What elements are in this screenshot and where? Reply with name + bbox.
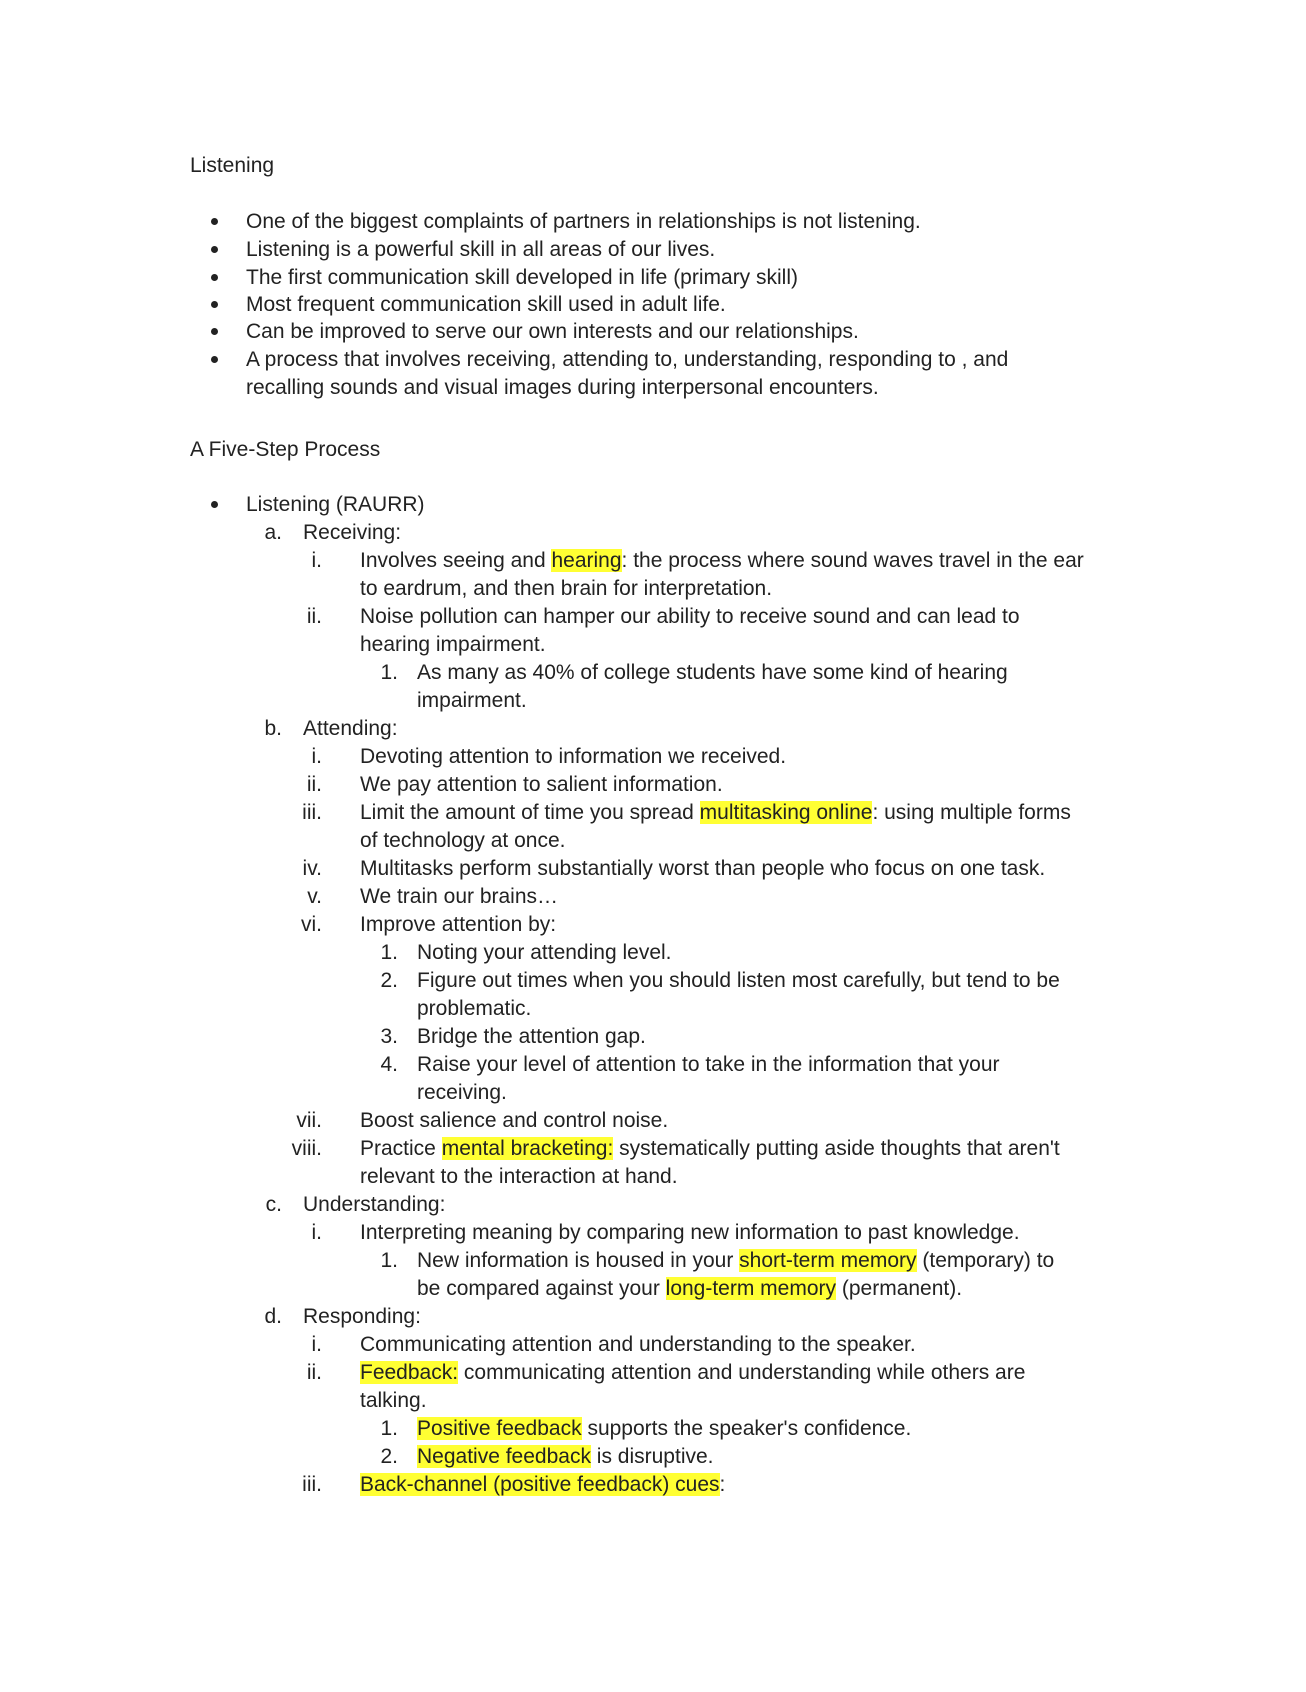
attending-viii bbox=[360, 1135, 1060, 1163]
text-run: supports the speaker's confidence. bbox=[581, 1417, 912, 1440]
text-run: : using multiple forms bbox=[872, 801, 1071, 824]
intro-bullet-1: One of the biggest complaints of partners in relationships is not listening. bbox=[246, 210, 921, 233]
item-marker: ii. bbox=[306, 1361, 322, 1384]
item-marker: iv. bbox=[302, 857, 322, 880]
responding-ii-cont: talking. bbox=[360, 1389, 427, 1412]
highlight-term: multitasking online bbox=[699, 801, 873, 824]
highlight-term: short-term memory bbox=[739, 1249, 917, 1272]
section-title: A Five-Step Process bbox=[190, 438, 381, 461]
item-marker: vi. bbox=[301, 913, 322, 936]
text-run: be compared against your bbox=[417, 1277, 666, 1300]
receiving-ii-1-cont: impairment. bbox=[417, 689, 527, 712]
attending-vi-2-cont: problematic. bbox=[417, 997, 532, 1020]
intro-bullet-3: The first communication skill developed in life (primary skill) bbox=[246, 266, 799, 289]
item-marker: i. bbox=[311, 549, 322, 572]
highlight-term: Back-channel (positive feedback) cues bbox=[360, 1473, 720, 1496]
receiving-ii-1: As many as 40% of college students have some kind of hearing bbox=[417, 661, 1008, 684]
step-responding: Responding: bbox=[303, 1305, 421, 1328]
item-marker: ii. bbox=[306, 773, 322, 796]
page-title: Listening bbox=[190, 154, 275, 177]
attending-iv: Multitasks perform substantially worst than people who focus on one task. bbox=[360, 857, 1046, 880]
step-marker: d. bbox=[264, 1305, 282, 1328]
item-marker: 1. bbox=[380, 1249, 398, 1272]
responding-iii bbox=[360, 1471, 725, 1499]
understanding-i-1-cont bbox=[417, 1275, 962, 1303]
highlight-term: mental bracketing: bbox=[441, 1137, 614, 1160]
responding-ii-1 bbox=[417, 1415, 911, 1443]
item-marker: 1. bbox=[380, 941, 398, 964]
receiving-i bbox=[360, 547, 1084, 575]
highlight-term: Negative feedback bbox=[417, 1445, 591, 1468]
step-understanding: Understanding: bbox=[303, 1193, 446, 1216]
text-run: Limit the amount of time you spread bbox=[360, 801, 700, 824]
attending-iii bbox=[360, 799, 1071, 827]
item-marker: vii. bbox=[296, 1109, 322, 1132]
attending-ii: We pay attention to salient information. bbox=[360, 773, 723, 796]
highlight-term: long-term memory bbox=[665, 1277, 837, 1300]
item-marker: 2. bbox=[380, 1445, 398, 1468]
intro-bullet-5: Can be improved to serve our own interests and our relationships. bbox=[246, 320, 859, 343]
responding-i: Communicating attention and understanding to the speaker. bbox=[360, 1333, 916, 1356]
bullet-dot bbox=[211, 246, 218, 253]
attending-i: Devoting attention to information we received. bbox=[360, 745, 787, 768]
understanding-i-1 bbox=[417, 1247, 1054, 1275]
item-marker: 1. bbox=[380, 661, 398, 684]
bullet-dot bbox=[211, 301, 218, 308]
step-attending: Attending: bbox=[303, 717, 398, 740]
responding-ii-2 bbox=[417, 1443, 714, 1471]
item-marker: 1. bbox=[380, 1417, 398, 1440]
text-run: is disruptive. bbox=[590, 1445, 714, 1468]
step-marker: c. bbox=[265, 1193, 282, 1216]
highlight-term: Positive feedback bbox=[417, 1417, 582, 1440]
receiving-ii-cont: hearing impairment. bbox=[360, 633, 546, 656]
item-marker: 4. bbox=[380, 1053, 398, 1076]
understanding-i: Interpreting meaning by comparing new information to past knowledge. bbox=[360, 1221, 1020, 1244]
step-marker: b. bbox=[264, 717, 282, 740]
bullet-dot bbox=[211, 274, 218, 281]
item-marker: ii. bbox=[306, 605, 322, 628]
text-run: Involves seeing and bbox=[360, 549, 552, 572]
bullet-dot bbox=[211, 328, 218, 335]
attending-vi-2: Figure out times when you should listen most carefully, but tend to be bbox=[417, 969, 1060, 992]
intro-bullet-6-cont: recalling sounds and visual images during interpersonal encounters. bbox=[246, 376, 879, 399]
attending-vi-1: Noting your attending level. bbox=[417, 941, 672, 964]
intro-bullet-4: Most frequent communication skill used in adult life. bbox=[246, 293, 726, 316]
item-marker: iii. bbox=[302, 801, 322, 824]
item-marker: iii. bbox=[302, 1473, 322, 1496]
attending-vi-3: Bridge the attention gap. bbox=[417, 1025, 646, 1048]
text-run: (temporary) to bbox=[916, 1249, 1055, 1272]
text-run: communicating attention and understanding while others are bbox=[458, 1361, 1026, 1384]
bullet-dot bbox=[211, 501, 218, 508]
item-marker: i. bbox=[311, 1333, 322, 1356]
text-run: : bbox=[719, 1473, 726, 1496]
attending-vi-4: Raise your level of attention to take in the information that your bbox=[417, 1053, 1000, 1076]
text-run: New information is housed in your bbox=[417, 1249, 740, 1272]
text-run: (permanent). bbox=[836, 1277, 963, 1300]
responding-ii bbox=[360, 1359, 1025, 1387]
item-marker: viii. bbox=[291, 1137, 322, 1160]
section-bullet: Listening (RAURR) bbox=[246, 493, 425, 516]
item-marker: i. bbox=[311, 1221, 322, 1244]
intro-bullet-2: Listening is a powerful skill in all areas of our lives. bbox=[246, 238, 716, 261]
text-run: systematically putting aside thoughts that aren't bbox=[613, 1137, 1060, 1160]
bullet-dot bbox=[211, 356, 218, 363]
item-marker: 2. bbox=[380, 969, 398, 992]
bullet-dot bbox=[211, 218, 218, 225]
attending-vii: Boost salience and control noise. bbox=[360, 1109, 669, 1132]
receiving-ii: Noise pollution can hamper our ability to receive sound and can lead to bbox=[360, 605, 1020, 628]
text-run: : the process where sound waves travel in the ear bbox=[621, 549, 1084, 572]
highlight-term: Feedback: bbox=[360, 1361, 459, 1384]
receiving-i-cont: to eardrum, and then brain for interpretation. bbox=[360, 577, 773, 600]
attending-vi-4-cont: receiving. bbox=[417, 1081, 507, 1104]
attending-iii-cont: of technology at once. bbox=[360, 829, 566, 852]
step-receiving: Receiving: bbox=[303, 521, 402, 544]
item-marker: v. bbox=[307, 885, 322, 908]
attending-viii-cont: relevant to the interaction at hand. bbox=[360, 1165, 678, 1188]
step-marker: a. bbox=[264, 521, 282, 544]
text-run: Practice bbox=[360, 1137, 442, 1160]
item-marker: 3. bbox=[380, 1025, 398, 1048]
intro-bullet-6: A process that involves receiving, attending to, understanding, responding to , and bbox=[246, 348, 1009, 371]
highlight-term: hearing bbox=[551, 549, 622, 572]
attending-vi: Improve attention by: bbox=[360, 913, 557, 936]
item-marker: i. bbox=[311, 745, 322, 768]
attending-v: We train our brains… bbox=[360, 885, 559, 908]
